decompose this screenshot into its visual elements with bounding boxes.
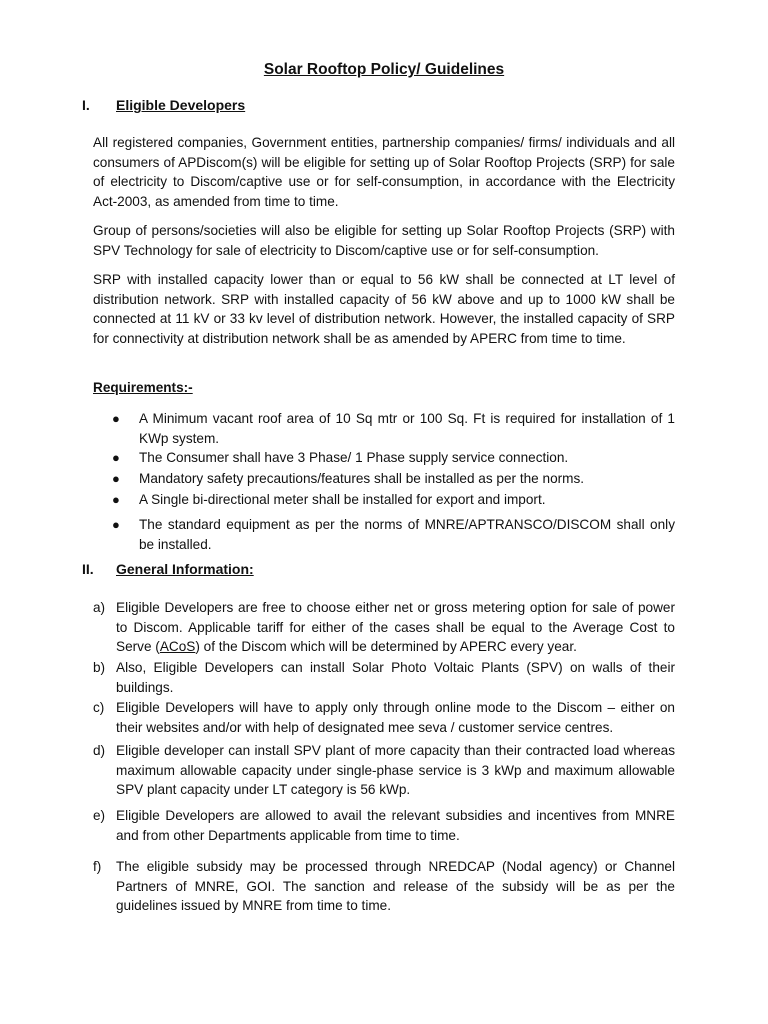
section-1-number: I. — [82, 97, 90, 113]
requirement-text: A Minimum vacant roof area of 10 Sq mtr or 100 Sq. Ft is required for installation of 1 KWp system. — [139, 411, 675, 446]
info-item-c — [93, 698, 675, 737]
requirement-item — [112, 469, 675, 489]
bullet-icon: ● — [112, 411, 120, 426]
info-item-a — [93, 598, 675, 657]
info-item-b — [93, 658, 675, 697]
bullet-icon: ● — [112, 492, 120, 507]
section-2-title: General Information: — [116, 561, 254, 577]
page-title: Solar Rooftop Policy/ Guidelines — [263, 61, 505, 78]
bullet-icon: ● — [112, 517, 120, 532]
item-text: Eligible developer can install SPV plant of more capacity than their contracted load whereas maximum allowable capacity under single-phase service is 3 kWp and maximum allowable SPV plant capacity under LT category is 56 kWp. — [116, 743, 675, 797]
info-item-d — [93, 741, 675, 800]
item-label: c) — [93, 700, 105, 715]
requirement-item — [112, 448, 675, 468]
requirement-item — [112, 515, 675, 554]
item-text: The eligible subsidy may be processed through NREDCAP (Nodal agency) or Channel Partners of MNRE, GOI. The sanction and release of the subsidy will be as per the guidelines issued by MNRE from time to time. — [116, 859, 675, 913]
paragraph-group-eligibility: Group of persons/societies will also be eligible for setting up Solar Rooftop Projects (SRP) with SPV Technology for sale of electricity to Discom/captive use or for self-consumption. — [93, 223, 675, 258]
requirement-text: The standard equipment as per the norms of MNRE/APTRANSCO/DISCOM shall only be installed. — [139, 517, 675, 552]
info-item-e — [93, 806, 675, 845]
bullet-icon: ● — [112, 450, 120, 465]
section-2-number: II. — [82, 561, 94, 577]
paragraph-eligibility: All registered companies, Government entities, partnership companies/ firms/ individuals and all consumers of APDiscom(s) will be eligible for setting up of Solar Rooftop Projects (SRP) for sale of electricity to Discom/captive use or for self-consumption, in accordance with the Electricity Act-2003, as amended from time to time. — [93, 135, 675, 209]
section-2-heading — [82, 560, 254, 580]
item-text: Eligible Developers are allowed to avail the relevant subsidies and incentives from MNRE and from other Departments applicable from time to time. — [116, 808, 675, 843]
bullet-icon: ● — [112, 471, 120, 486]
acos-term: ACoS — [159, 639, 196, 654]
item-label: d) — [93, 743, 106, 758]
item-text: Also, Eligible Developers can install Solar Photo Voltaic Plants (SPV) on walls of their buildings. — [116, 660, 675, 695]
paragraph-capacity-connection: SRP with installed capacity lower than or equal to 56 kW shall be connected at LT level of distribution network. SRP with installed capacity of 56 kW above and up to 1000 kW shall be connected at 11 kV or 33 kv level of distribution network. However, the installed capacity of SRP for connectivity at distribution network shall be as amended by APERC from time to time. — [93, 272, 675, 346]
section-1-heading — [82, 96, 245, 116]
item-text: Eligible Developers will have to apply only through online mode to the Discom – either on their websites and/or with help of designated mee seva / customer service centres. — [116, 700, 675, 735]
requirements-heading: Requirements:- — [93, 380, 193, 395]
requirement-text: Mandatory safety precautions/features shall be installed as per the norms. — [139, 471, 585, 486]
item-label: b) — [93, 660, 106, 675]
requirement-item — [112, 490, 675, 510]
item-label: f) — [93, 859, 102, 874]
info-item-f — [93, 857, 675, 916]
item-label: e) — [93, 808, 106, 823]
requirement-text: The Consumer shall have 3 Phase/ 1 Phase supply service connection. — [139, 450, 569, 465]
item-label: a) — [93, 600, 106, 615]
item-text: Eligible Developers are free to choose either net or gross metering option for sale of power to Discom. Applicable tariff for either of the cases shall be equal to the Average Cost to Serve (ACoS) of the Discom which will be determined by APERC every year. — [116, 600, 675, 654]
requirement-text: A Single bi-directional meter shall be installed for export and import. — [139, 492, 546, 507]
requirement-item — [112, 409, 675, 448]
section-1-title: Eligible Developers — [116, 97, 246, 113]
